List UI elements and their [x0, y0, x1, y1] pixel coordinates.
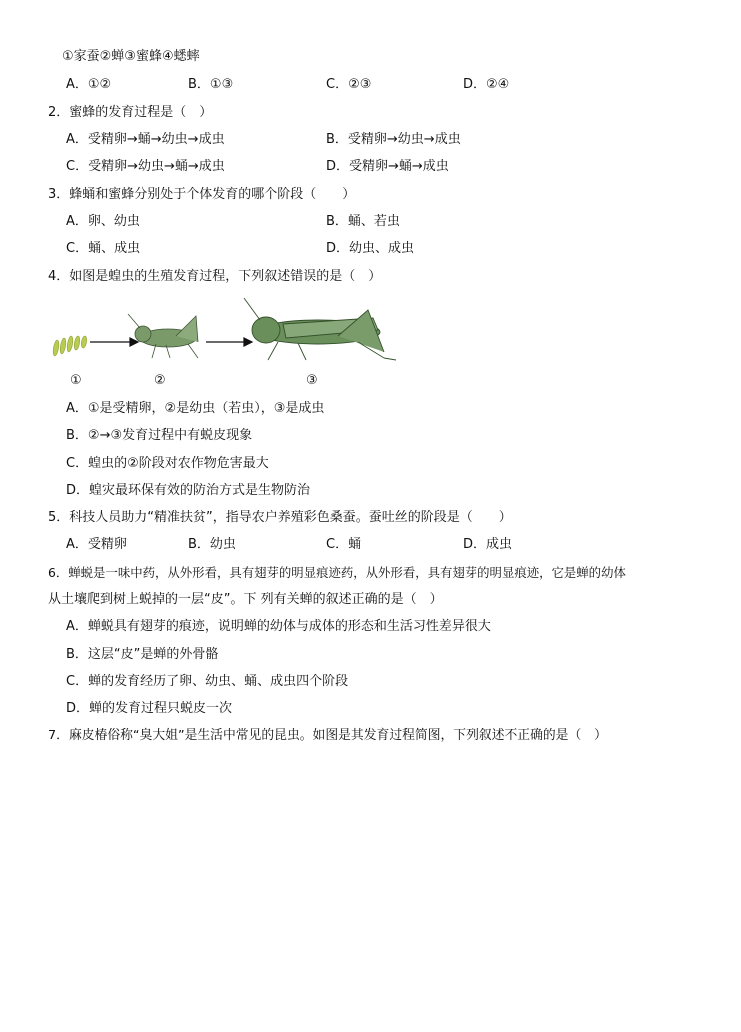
q6-stem-line-2: 从土壤爬到树上蜕掉的一层“皮”。下 列有关蝉的叙述正确的是（ ） — [48, 592, 443, 607]
nymph-image — [128, 314, 198, 358]
q5-option-b[interactable]: B．幼虫 — [188, 537, 236, 552]
q5-option-d[interactable]: D．成虫 — [463, 537, 513, 552]
locust-illustration — [48, 296, 408, 376]
q5-stem: 5．科技人员助力“精准扶贫”，指导农户养殖彩色桑蚕。蚕吐丝的阶段是（ ） — [48, 510, 512, 525]
figure-label-2: ② — [154, 373, 166, 388]
q6-option-c[interactable]: C．蝉的发育经历了卵、幼虫、蛹、成虫四个阶段 — [66, 674, 349, 689]
q1-option-b[interactable]: B．①③ — [188, 77, 234, 92]
adult-locust-image — [244, 298, 396, 360]
q1-option-c[interactable]: C．②③ — [326, 77, 372, 92]
q6-option-b[interactable]: B．这层“皮”是蝉的外骨骼 — [66, 647, 219, 662]
q4-option-d[interactable]: D．蝗灾最环保有效的防治方式是生物防治 — [66, 483, 311, 498]
q6-option-a[interactable]: A．蝉蜕具有翅芽的痕迹，说明蝉的幼体与成体的形态和生活习性差异很大 — [66, 619, 491, 634]
figure-label-3: ③ — [306, 373, 318, 388]
figure-label-1: ① — [70, 373, 82, 388]
q1-option-d[interactable]: D．②④ — [463, 77, 510, 92]
q3-option-c[interactable]: C．蛹、成虫 — [66, 241, 141, 256]
q4-option-c[interactable]: C．蝗虫的②阶段对农作物危害最大 — [66, 456, 269, 471]
q2-option-c[interactable]: C．受精卵→幼虫→蛹→成虫 — [66, 159, 225, 174]
q5-option-a[interactable]: A．受精卵 — [66, 537, 127, 552]
q3-option-d[interactable]: D．幼虫、成虫 — [326, 241, 415, 256]
q4-stem: 4．如图是蝗虫的生殖发育过程，下列叙述错误的是（ ） — [48, 269, 382, 284]
q3-option-a[interactable]: A．卵、幼虫 — [66, 214, 140, 229]
q2-stem: 2．蜜蜂的发育过程是（ ） — [48, 105, 213, 120]
q2-option-a[interactable]: A．受精卵→蛹→幼虫→成虫 — [66, 132, 225, 147]
q1-option-a[interactable]: A．①② — [66, 77, 112, 92]
q6-stem-line-1: 6．蝉蜕是一味中药，从外形看，具有翅芽的明显痕迹药，从外形看，具有翅芽的明显痕迹，它是蝉的幼体 — [48, 565, 626, 580]
q4-option-b[interactable]: B．②→③发育过程中有蜕皮现象 — [66, 428, 253, 443]
q3-stem: 3．蜂蛹和蜜蜂分别处于个体发育的哪个阶段（ ） — [48, 187, 356, 202]
arrow-icon — [90, 338, 138, 346]
q1-stem-options-list: ①家蚕②蝉③蜜蜂④蟋蟀 — [62, 49, 200, 64]
arrow-icon — [206, 338, 252, 346]
q2-option-d[interactable]: D．受精卵→蛹→成虫 — [326, 159, 449, 174]
q3-option-b[interactable]: B．蛹、若虫 — [326, 214, 400, 229]
q4-option-a[interactable]: A．①是受精卵，②是幼虫（若虫），③是成虫 — [66, 401, 325, 416]
egg-cluster-image — [52, 336, 87, 357]
q7-stem: 7．麻皮椿俗称“臭大姐”是生活中常见的昆虫。如图是其发育过程简图，下列叙述不正确的是（ ） — [48, 728, 607, 743]
locust-life-cycle-figure — [48, 296, 408, 391]
q5-option-c[interactable]: C．蛹 — [326, 537, 362, 552]
q2-option-b[interactable]: B．受精卵→幼虫→成虫 — [326, 132, 461, 147]
q6-option-d[interactable]: D．蝉的发育过程只蜕皮一次 — [66, 701, 233, 716]
